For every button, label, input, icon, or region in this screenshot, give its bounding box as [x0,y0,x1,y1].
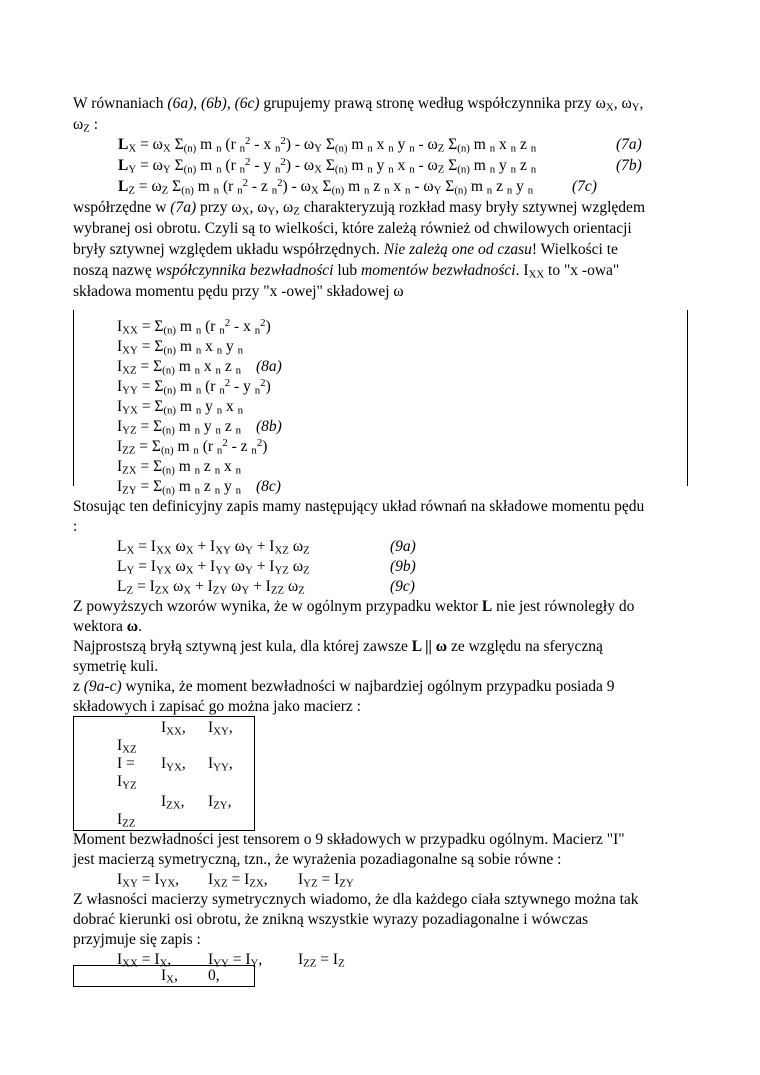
equation-7a-label: (7a) [616,136,642,153]
matrix-row-6: $I_{ZZ}$ [117,811,136,830]
para6-line-1: Moment bezwładności jest tensorem o 9 składowych w przypadku ogólnym. Macierz "I" [73,831,625,848]
equation-ixy: $I_{XY} = \Sigma_{(n)}$ m $_n$ x $_n$ y $_n$ [117,338,244,357]
equation-9c: $L_Z = I_{ZX}$ $\omega_X + I_{ZY}$ $\omega_Y + I_{ZZ}$ $\omega_Z$ [117,578,305,597]
equation-izz: $I_{ZZ} = \Sigma_{(n)}$ m $_n$ (r $_n^2$ - z $_n^2$) [117,437,268,457]
equation-8c-label: (8c) [256,478,281,495]
principal-izz: $I_{ZZ} = I_Z$ [298,951,345,970]
equation-izy: $I_{ZY} = \Sigma_{(n)}$ m $_n$ z $_n$ y $_n$ [117,478,242,497]
equation-iyy: $I_{YY} = \Sigma_{(n)}$ m $_n$ (r $_n^2$ - y $_n^2$) [117,377,271,397]
matrix-row-3-label: I = [117,755,135,772]
principal-ixx: $I_{XX} = I_X$, [117,951,172,970]
matrix-row-2: $I_{XZ}$ [117,737,137,756]
equation-9b: $L_Y = I_{YX}$ $\omega_X + I_{YY}$ $\omega_Y + I_{YZ}$ $\omega_Z$ [117,558,310,577]
diagonal-matrix-a: $I_X$, [161,967,178,986]
para3-line-2: wektora ω. [73,618,143,635]
equation-izx: $I_{ZX} = \Sigma_{(n)}$ m $_n$ z $_n$ x $_n$ [117,458,242,477]
principal-iyy: $I_{YY} = I_Y$, [208,951,263,970]
para1-line-3: bryły sztywnej względem układu współrzędnych. Nie zależą one od czasu! Wielkości te [73,241,618,258]
equation-iyx: $I_{YX} = \Sigma_{(n)}$ m $_n$ y $_n$ x $_n$ [117,398,244,417]
intro-line-1: W równaniach (6a), (6b), (6c) grupujemy prawą stronę według współczynnika przy $\omega_X$, $\omega_Y$, [73,95,644,114]
equation-ixx: $I_{XX} = \Sigma_{(n)}$ m $_n$ (r $_n^2$ - x $_n^2$) [117,317,271,337]
equation-8b-label: (8b) [256,418,282,435]
equation-7a: $L_X = \omega_X$ $\Sigma_{(n)}$ m $_n$ (r $_n^2$ - x $_n^2) - \omega_Y$ $\Sigma_{(n)}$ m $_n$ x $_n$ y $_n - \omega_Z$ $\Sigma_{(n)}$ m $_n$ x $_n$ z $_n$ [118,135,537,155]
para4-line-1: Najprostszą bryłą sztywną jest kula, dla której zawsze L || ω ze względu na sferyczną [73,638,603,655]
equation-ixz: $I_{XZ} = \Sigma_{(n)}$ m $_n$ x $_n$ z $_n$ [117,358,242,377]
equation-iyz: $I_{YZ} = \Sigma_{(n)}$ m $_n$ y $_n$ z $_n$ [117,418,242,437]
matrix-row-5-a: $I_{ZX}$, [161,793,185,812]
para7-line-3: przyjmuje się zapis : [73,931,201,948]
symmetry-ixz: $I_{XZ} = I_{ZX}$, [208,871,268,890]
para7-line-2: dobrać kierunki osi obrotu, że znikną wszystkie wyrazy pozadiagonalne i wówczas [73,911,589,928]
equation-7b-label: (7b) [616,157,642,174]
para2-line-2: : [73,518,78,535]
para3-line-1: Z powyższych wzorów wynika, że w ogólnym przypadku wektor L nie jest równoległy do [73,598,635,615]
matrix-row-1-a: $I_{XX}$, [161,719,186,738]
para2-line-1: Stosując ten definicyjny zapis mamy następujący układ równań na składowe momentu pędu [73,498,645,515]
equation-7b: $L_Y = \omega_Y$ $\Sigma_{(n)}$ m $_n$ (r $_n^2$ - y $_n^2) - \omega_X$ $\Sigma_{(n)}$ m $_n$ y $_n$ x $_n - \omega_Z$ $\Sigma_{(n)}$ m $_n$ y $_n$ z $_n$ [118,156,537,176]
para7-line-1: Z własności macierzy symetrycznych wiadomo, że dla każdego ciała sztywnego można tak [73,891,639,908]
intro-line-2: $\omega_Z$ : [73,116,99,135]
equation-7c-label: (7c) [572,178,597,195]
equation-9a: $L_X = I_{XX}$ $\omega_X + I_{XY}$ $\omega_Y + I_{XZ}$ $\omega_Z$ [117,538,310,557]
equation-9c-label: (9c) [390,578,415,595]
equation-7c: $L_Z = \omega_Z$ $\Sigma_{(n)}$ m $_n$ (r $_n^2$ - z $_n^2) - \omega_X$ $\Sigma_{(n)}$ m $_n$ z $_n$ x $_n - \omega_Y$ $\Sigma_{(n)}$ m $_n$ z $_n$ y $_n$ [118,177,534,197]
equation-block-border-left [73,310,74,486]
matrix-row-3-b: $I_{YY}$, [208,755,233,774]
para1-line-2: wybranej osi obrotu. Czyli są to wielkości, które zależą również od chwilowych orientacji [73,220,632,237]
equation-8a-label: (8a) [256,358,282,375]
para1-line-1: współrzędne w (7a) przy $\omega_X$, $\omega_Y$, $\omega_Z$ charakteryzują rozkład masy bryły sztywnej względem [73,199,645,218]
symmetry-iyz: $I_{YZ} = I_{ZY}$ [298,871,354,890]
equation-9b-label: (9b) [390,558,416,575]
matrix-row-3-a: $I_{YX}$, [161,755,186,774]
para6-line-2: jest macierzą symetryczną, tzn., że wyrażenia pozadiagonalne są sobie równe : [73,851,562,868]
para4-line-2: symetrię kuli. [73,658,159,675]
para1-line-4: noszą nazwę współczynnika bezwładności lub momentów bezwładności. $I_{XX}$ to "x -owa" [73,262,620,281]
equation-9a-label: (9a) [390,538,416,555]
matrix-row-4: $I_{YZ}$ [117,773,137,792]
equation-block-border-right [687,310,688,486]
matrix-row-5-b: $I_{ZY}$, [208,793,232,812]
para1-line-5: składowa momentu pędu przy "x -owej" składowej ω [73,283,404,300]
para5-line-2: składowych i zapisać go można jako macierz : [73,698,361,715]
matrix-row-1-b: $I_{XY}$, [208,719,233,738]
diagonal-matrix-b: 0, [208,967,220,984]
para5-line-1: z (9a-c) wynika, że moment bezwładności w najbardziej ogólnym przypadku posiada 9 [73,678,615,695]
symmetry-ixy: $I_{XY} = I_{YX}$, [117,871,180,890]
